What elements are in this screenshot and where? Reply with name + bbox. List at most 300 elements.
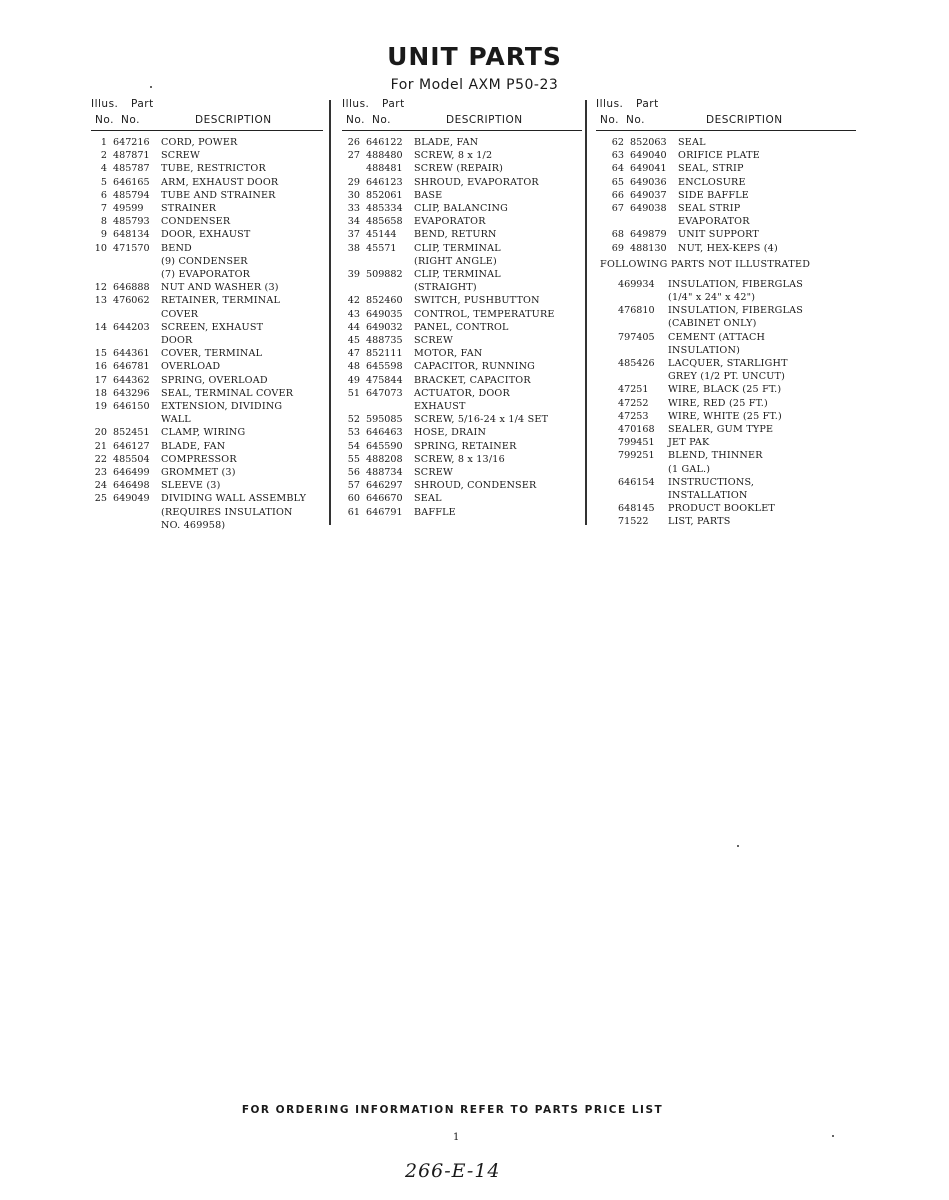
part-number: 649049 <box>113 493 150 505</box>
part-row <box>91 189 323 202</box>
part-row <box>596 149 856 162</box>
part-description: INSTALLATION <box>668 490 748 502</box>
part-description: SCREW <box>414 467 454 479</box>
part-number <box>366 281 414 294</box>
part-description: EVAPORATOR <box>678 216 750 228</box>
part-row <box>342 136 582 149</box>
part-number: 71522 <box>618 516 649 528</box>
part-description: BAFFLE <box>414 506 456 518</box>
parts-column-2 <box>342 96 582 519</box>
part-description: (STRAIGHT) <box>414 282 477 294</box>
illus-number: 20 <box>94 427 107 439</box>
part-description: HOSE, DRAIN <box>414 427 487 439</box>
part-number <box>630 215 678 228</box>
part-number: 649035 <box>366 308 403 320</box>
part-row <box>596 383 856 396</box>
part-description: SPRING, OVERLOAD <box>161 374 268 386</box>
part-description: DOOR <box>161 335 193 347</box>
part-row <box>596 423 856 436</box>
illus-number: 61 <box>347 506 360 518</box>
part-number: 645598 <box>366 361 403 373</box>
illus-number: 49 <box>347 374 360 386</box>
part-number: 47251 <box>618 384 649 396</box>
part-row <box>342 426 582 439</box>
illus-number: 60 <box>347 493 360 505</box>
part-row <box>91 440 323 453</box>
illus-number: 66 <box>611 189 624 201</box>
illus-number: 6 <box>100 189 107 201</box>
part-row <box>596 242 856 255</box>
illus-number: 67 <box>611 203 624 215</box>
not-illustrated-list <box>596 278 856 529</box>
page-title: UNIT PARTS <box>387 42 562 71</box>
part-row <box>596 344 856 357</box>
part-row <box>342 479 582 492</box>
description-header: DESCRIPTION <box>446 114 523 126</box>
part-description: NUT AND WASHER (3) <box>161 282 279 294</box>
part-description: (1/4" x 24" x 42") <box>668 292 756 304</box>
illus-number: 19 <box>94 401 107 413</box>
illus-number: 48 <box>347 361 360 373</box>
part-row <box>342 228 582 241</box>
part-row <box>91 136 323 149</box>
part-row <box>342 215 582 228</box>
part-number <box>596 344 668 357</box>
part-row <box>342 149 582 162</box>
part-description: COVER, TERMINAL <box>161 348 263 360</box>
part-description: OVERLOAD <box>161 361 221 373</box>
part-row <box>91 466 323 479</box>
part-row <box>91 347 323 360</box>
part-description: CONTROL, TEMPERATURE <box>414 308 555 320</box>
part-description: BLADE, FAN <box>161 440 226 452</box>
part-description: SEAL <box>678 137 706 148</box>
part-row <box>596 489 856 502</box>
scan-speck <box>832 1135 834 1137</box>
illus-number: 33 <box>347 203 360 215</box>
part-row <box>596 317 856 330</box>
illus-number: 68 <box>611 229 624 241</box>
illus-no-header: No. <box>346 114 365 126</box>
illus-number: 51 <box>347 387 360 399</box>
illus-number <box>342 255 366 268</box>
part-description: ORIFICE PLATE <box>678 150 760 162</box>
part-description: (CABINET ONLY) <box>668 318 757 330</box>
part-row <box>91 387 323 400</box>
part-number: 644361 <box>113 348 150 360</box>
part-row <box>342 294 582 307</box>
part-row <box>342 202 582 215</box>
illus-number: 8 <box>100 216 107 228</box>
part-row <box>342 281 582 294</box>
part-number: 470168 <box>618 424 655 436</box>
part-description: CLIP, BALANCING <box>414 203 508 215</box>
illus-number: 64 <box>611 163 624 175</box>
part-row <box>342 374 582 387</box>
part-row <box>91 242 323 255</box>
part-number: 49599 <box>113 203 144 215</box>
part-number: 488481 <box>366 163 403 175</box>
part-number: 646127 <box>113 440 150 452</box>
illus-number: 17 <box>94 374 107 386</box>
part-number: 646781 <box>113 361 150 373</box>
part-description: CLAMP, WIRING <box>161 427 246 439</box>
part-row <box>596 449 856 462</box>
part-description: SHROUD, EVAPORATOR <box>414 176 539 188</box>
part-row <box>91 281 323 294</box>
part-row <box>91 492 323 505</box>
illus-no-header: No. <box>600 114 619 126</box>
illus-number: 12 <box>94 282 107 294</box>
part-row <box>342 176 582 189</box>
parts-list <box>596 136 856 255</box>
part-header: Part <box>636 98 659 110</box>
part-number: 852063 <box>630 137 667 148</box>
part-number <box>596 317 668 330</box>
part-number <box>366 255 414 268</box>
part-number: 649036 <box>630 176 667 188</box>
part-row <box>342 453 582 466</box>
illus-number: 7 <box>100 203 107 215</box>
part-number: 487871 <box>113 150 150 162</box>
description-header: DESCRIPTION <box>706 114 783 126</box>
part-row <box>91 413 323 426</box>
part-description: (1 GAL.) <box>668 463 711 475</box>
part-number: 476062 <box>113 295 150 307</box>
part-number: 646165 <box>113 176 150 188</box>
part-row <box>596 397 856 410</box>
part-description: DIVIDING WALL ASSEMBLY <box>161 493 307 505</box>
part-number: 488480 <box>366 150 403 162</box>
illus-number <box>91 413 113 426</box>
illus-number <box>91 334 113 347</box>
part-number <box>596 489 668 502</box>
illus-number: 29 <box>347 176 360 188</box>
part-number: 647073 <box>366 387 403 399</box>
part-number <box>113 308 161 321</box>
part-number: 45144 <box>366 229 397 241</box>
illus-number: 21 <box>94 440 107 452</box>
part-description: SPRING, RETAINER <box>414 440 517 452</box>
part-number: 485787 <box>113 163 150 175</box>
illus-number: 10 <box>94 242 107 254</box>
illus-number <box>342 162 366 175</box>
illus-number: 30 <box>347 189 360 201</box>
part-number <box>113 506 161 519</box>
part-row <box>342 413 582 426</box>
part-description: INSULATION, FIBERGLAS <box>668 305 804 317</box>
part-number <box>113 268 161 281</box>
part-row <box>596 476 856 489</box>
part-number: 799451 <box>618 437 655 449</box>
part-number: 852061 <box>366 189 403 201</box>
part-number: 485334 <box>366 203 403 215</box>
part-row <box>342 387 582 400</box>
part-row <box>342 242 582 255</box>
description-header: DESCRIPTION <box>195 114 272 126</box>
part-row <box>91 228 323 241</box>
column-header <box>91 96 323 131</box>
part-description: (9) CONDENSER <box>161 255 248 267</box>
part-number: 476810 <box>618 305 655 317</box>
part-number: 485504 <box>113 453 150 465</box>
part-number: 797405 <box>618 331 655 343</box>
illus-no-header: No. <box>95 114 114 126</box>
part-row <box>91 149 323 162</box>
illus-number <box>596 215 630 228</box>
part-number: 595085 <box>366 414 403 426</box>
part-row <box>342 162 582 175</box>
part-row <box>596 370 856 383</box>
part-description: SLEEVE (3) <box>161 480 221 492</box>
illus-number: 52 <box>347 414 360 426</box>
illus-number: 18 <box>94 387 107 399</box>
part-number: 488130 <box>630 242 667 254</box>
illus-number: 22 <box>94 453 107 465</box>
part-row <box>91 308 323 321</box>
part-description: LACQUER, STARLIGHT <box>668 358 788 370</box>
part-row <box>596 357 856 370</box>
part-number: 644362 <box>113 374 150 386</box>
illus-number <box>342 400 366 413</box>
part-number <box>113 255 161 268</box>
part-number: 649037 <box>630 189 667 201</box>
part-row <box>91 479 323 492</box>
part-description: INSTRUCTIONS, <box>668 476 755 488</box>
part-row <box>596 215 856 228</box>
illus-number: 62 <box>611 137 624 148</box>
illus-number: 53 <box>347 427 360 439</box>
part-row <box>596 331 856 344</box>
part-description: EVAPORATOR <box>414 216 486 228</box>
part-row <box>342 506 582 519</box>
part-number: 647216 <box>113 137 150 148</box>
part-number: 646670 <box>366 493 403 505</box>
part-no-header: No. <box>372 114 391 126</box>
part-number: 646122 <box>366 137 403 148</box>
part-row <box>596 136 856 149</box>
part-description: JET PAK <box>668 437 710 449</box>
illus-number: 13 <box>94 295 107 307</box>
part-row <box>596 502 856 515</box>
part-number: 646297 <box>366 480 403 492</box>
part-number: 648134 <box>113 229 150 241</box>
part-number: 646791 <box>366 506 403 518</box>
part-number: 649041 <box>630 163 667 175</box>
part-row <box>342 347 582 360</box>
illus-number: 56 <box>347 467 360 479</box>
part-row <box>91 426 323 439</box>
part-number: 649040 <box>630 150 667 162</box>
part-description: (7) EVAPORATOR <box>161 269 251 281</box>
part-description: NUT, HEX-KEPS (4) <box>678 242 778 254</box>
part-row <box>596 436 856 449</box>
part-number: 799251 <box>618 450 655 462</box>
column-header <box>596 96 856 131</box>
part-description: SCREW, 8 x 1/2 <box>414 150 493 162</box>
part-number <box>113 413 161 426</box>
part-description: MOTOR, FAN <box>414 348 483 360</box>
illus-number: 57 <box>347 480 360 492</box>
illus-number: 4 <box>100 163 107 175</box>
part-number <box>113 519 161 532</box>
part-header: Part <box>382 98 405 110</box>
part-description: STRAINER <box>161 203 217 215</box>
part-row <box>91 374 323 387</box>
illus-number <box>91 506 113 519</box>
part-number: 643296 <box>113 387 150 399</box>
parts-column-1 <box>91 96 323 532</box>
part-row <box>342 466 582 479</box>
illus-header: Illus. <box>596 98 624 110</box>
parts-column-3 <box>596 96 856 529</box>
part-description: BASE <box>414 189 443 201</box>
part-row <box>342 360 582 373</box>
illus-number <box>342 281 366 294</box>
part-description: SHROUD, CONDENSER <box>414 480 537 492</box>
part-row <box>91 176 323 189</box>
part-description: NO. 469958) <box>161 519 226 531</box>
part-number <box>596 370 668 383</box>
part-row <box>342 321 582 334</box>
part-row <box>91 294 323 307</box>
part-description: WIRE, BLACK (25 FT.) <box>668 384 782 396</box>
part-number: 485793 <box>113 216 150 228</box>
part-description: WALL <box>161 414 191 426</box>
part-row <box>91 453 323 466</box>
part-description: SIDE BAFFLE <box>678 189 749 201</box>
part-description: SCREEN, EXHAUST <box>161 321 264 333</box>
part-row <box>342 334 582 347</box>
part-number: 45571 <box>366 242 397 254</box>
part-number <box>596 291 668 304</box>
column-header <box>342 96 582 131</box>
part-row <box>596 410 856 423</box>
part-description: RETAINER, TERMINAL <box>161 295 281 307</box>
part-number: 47252 <box>618 397 649 409</box>
illus-number: 14 <box>94 321 107 333</box>
part-number: 645590 <box>366 440 403 452</box>
illus-number: 69 <box>611 242 624 254</box>
parts-list <box>342 136 582 519</box>
handwritten-note: 266-E-14 <box>405 1160 501 1182</box>
part-row <box>342 440 582 453</box>
part-number: 488734 <box>366 467 403 479</box>
part-no-header: No. <box>121 114 140 126</box>
illus-number: 54 <box>347 440 360 452</box>
part-description: SEAL STRIP <box>678 203 741 215</box>
part-row <box>91 334 323 347</box>
part-description: BRACKET, CAPACITOR <box>414 374 531 386</box>
illus-number: 34 <box>347 216 360 228</box>
part-description: WIRE, WHITE (25 FT.) <box>668 410 782 422</box>
part-description: SCREW <box>414 335 454 347</box>
part-row <box>596 304 856 317</box>
illus-number: 5 <box>100 176 107 188</box>
part-row <box>596 189 856 202</box>
part-header: Part <box>131 98 154 110</box>
part-description: BLEND, THINNER <box>668 450 763 462</box>
illus-number: 15 <box>94 348 107 360</box>
part-row <box>596 515 856 528</box>
part-number: 852460 <box>366 295 403 307</box>
part-row <box>91 360 323 373</box>
illus-number: 26 <box>347 137 360 148</box>
illus-number <box>91 268 113 281</box>
part-description: TUBE AND STRAINER <box>161 189 276 201</box>
part-row <box>342 492 582 505</box>
part-number: 646150 <box>113 401 150 413</box>
illus-number <box>91 519 113 532</box>
scan-speck <box>150 86 152 88</box>
part-description: CLIP, TERMINAL <box>414 242 501 254</box>
part-row <box>91 321 323 334</box>
model-subtitle: For Model AXM P50-23 <box>390 77 559 93</box>
part-number: 47253 <box>618 410 649 422</box>
part-description: SEALER, GUM TYPE <box>668 424 774 436</box>
part-number: 646498 <box>113 480 150 492</box>
part-row <box>342 400 582 413</box>
part-description: LIST, PARTS <box>668 516 731 528</box>
illus-number: 47 <box>347 348 360 360</box>
part-description: SCREW (REPAIR) <box>414 163 504 175</box>
part-row <box>596 176 856 189</box>
illus-number: 23 <box>94 467 107 479</box>
illus-number: 42 <box>347 295 360 307</box>
part-number: 649032 <box>366 321 403 333</box>
part-description: CLIP, TERMINAL <box>414 269 501 281</box>
part-description: ENCLOSURE <box>678 176 746 188</box>
part-row <box>91 255 323 268</box>
part-description: SCREW, 8 x 13/16 <box>414 453 505 465</box>
illus-number: 43 <box>347 308 360 320</box>
illus-number: 63 <box>611 150 624 162</box>
part-description: SEAL, STRIP <box>678 163 744 175</box>
part-number: 649038 <box>630 203 667 215</box>
part-description: CONDENSER <box>161 216 231 228</box>
part-description: PANEL, CONTROL <box>414 321 509 333</box>
part-description: INSULATION) <box>668 344 741 356</box>
part-description: COMPRESSOR <box>161 453 237 465</box>
part-number: 471570 <box>113 242 150 254</box>
part-number: 485794 <box>113 189 150 201</box>
part-description: CORD, POWER <box>161 137 238 148</box>
illus-number: 44 <box>347 321 360 333</box>
part-description: SEAL, TERMINAL COVER <box>161 387 294 399</box>
part-description: BEND, RETURN <box>414 229 497 241</box>
part-number: 646463 <box>366 427 403 439</box>
ordering-footer: FOR ORDERING INFORMATION REFER TO PARTS PRICE LIST <box>241 1104 664 1116</box>
part-number: 646123 <box>366 176 403 188</box>
part-row <box>342 189 582 202</box>
part-number <box>366 400 414 413</box>
part-row <box>91 519 323 532</box>
part-number: 485426 <box>618 358 655 370</box>
column-divider <box>329 100 331 525</box>
illus-number: 24 <box>94 480 107 492</box>
scan-speck <box>737 845 739 847</box>
part-description: SCREW <box>161 150 201 162</box>
part-number: 646154 <box>618 476 655 488</box>
part-number <box>596 463 668 476</box>
part-row <box>596 202 856 215</box>
part-description: CAPACITOR, RUNNING <box>414 361 536 373</box>
illus-number: 39 <box>347 269 360 281</box>
part-row <box>596 162 856 175</box>
illus-number: 37 <box>347 229 360 241</box>
illus-number: 25 <box>94 493 107 505</box>
part-description: EXHAUST <box>414 401 466 413</box>
